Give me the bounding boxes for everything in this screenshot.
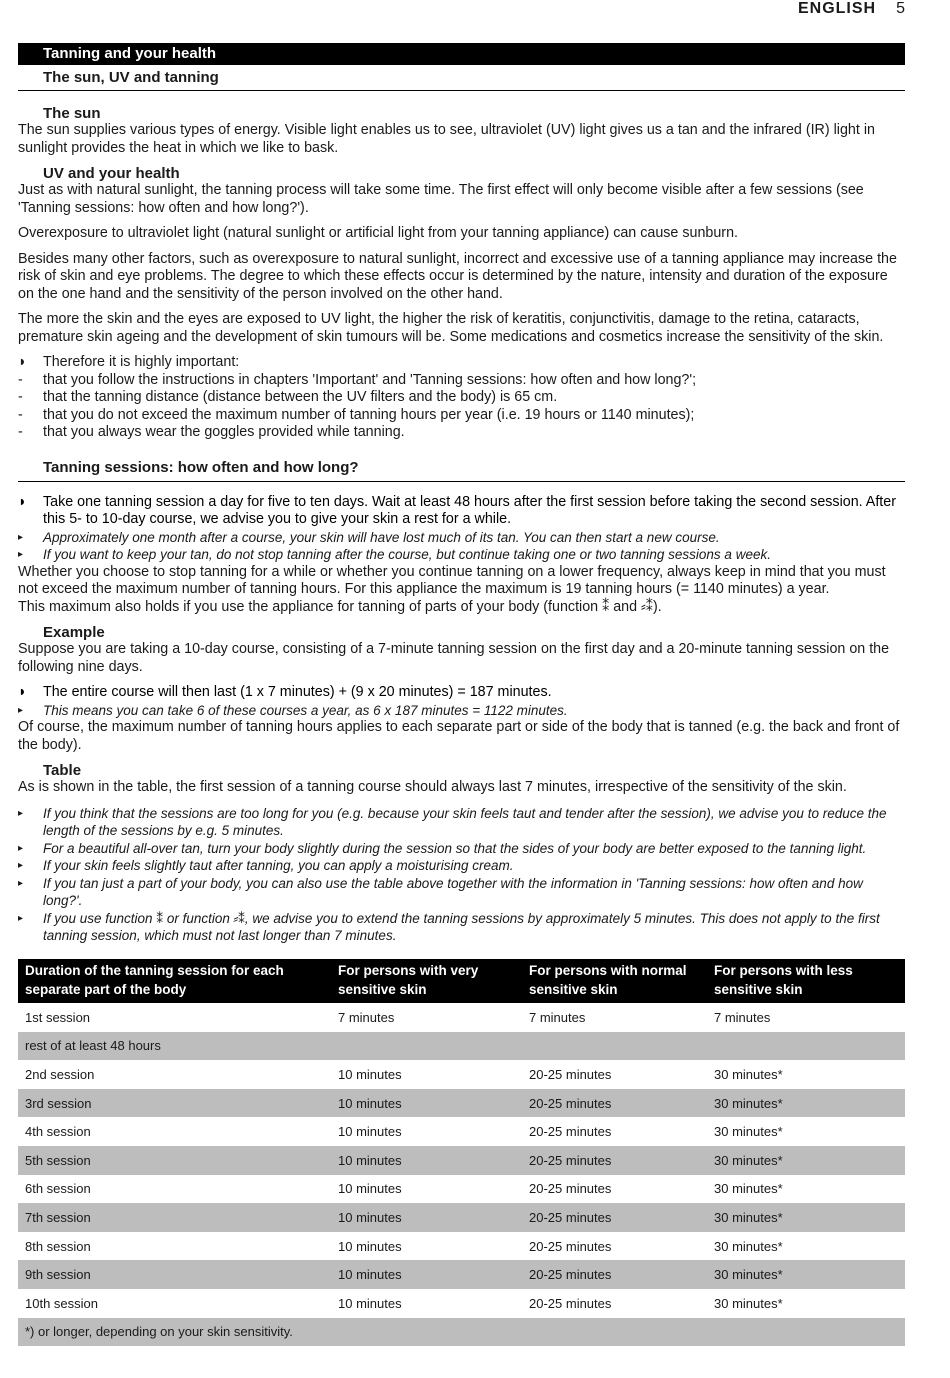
tip-item [18, 529, 905, 547]
tip-arrow-icon: ▸ [18, 807, 24, 819]
paragraph-uv-2: Overexposure to ultraviolet light (natural sunlight or artificial light from your tanning appliance) can cause sunburn. [18, 225, 738, 241]
table-cell: 30 minutes* [714, 1181, 783, 1197]
list-item [18, 389, 905, 407]
tip-text: If you want to keep your tan, do not stop tanning after the course, but continue taking one or two tanning sessions a week. [43, 547, 771, 562]
list-item-text: that you follow the instructions in chapters 'Important' and 'Tanning sessions: how often and how long?'; [43, 371, 697, 388]
table-cell: 7th session [18, 1203, 331, 1232]
table-cell: 20-25 minutes [529, 1238, 612, 1254]
table-cell: 30 minutes* [707, 1146, 905, 1175]
tip-text: If you think that the sessions are too long for you (e.g. because your skin feels taut and tender after the session), we advise you to reduce the length of the sessions by e.g. 5 minutes. [43, 805, 887, 838]
content-column [18, 67, 905, 945]
tip-item [18, 805, 905, 840]
tip-text: If you use function ⁑ or function ⸗⁑, we advise you to extend the tanning sessions by approximately 5 minutes. This does not apply to the first tanning session, which must not last longer than 7 minutes. [43, 910, 880, 943]
tip-item [18, 546, 905, 564]
table-cell: 4th session [25, 1124, 91, 1140]
paragraph-example: Suppose you are taking a 10-day course, consisting of a 7-minute tanning session on the first day and a 20-minute tanning session on the following nine days. [18, 641, 890, 675]
table-row [18, 1232, 905, 1261]
table-cell: 10 minutes [338, 1238, 402, 1254]
table-cell: 10 minutes [338, 1066, 402, 1082]
table-row [18, 1089, 905, 1118]
table-cell: 10 minutes [338, 1124, 402, 1140]
table-footnote-row [18, 1318, 905, 1347]
tip-text: For a beautiful all-over tan, turn your body slightly during the session so that the sides of your body are better exposed to the tanning light. [43, 840, 867, 856]
table-row [18, 1203, 905, 1232]
subheading-uv-health: UV and your health [43, 165, 180, 182]
paragraph-sessions-1: Whether you choose to stop tanning for a while or whether you continue tanning on a lower frequency, always keep in mind that you must not exceed the maximum number of tanning hours. For this appliance the maximum is 19 tanning hours (= 1140 minutes) a year. [18, 563, 886, 597]
bullet-marker-icon: ◗ [18, 354, 27, 370]
page-number: 5 [896, 0, 905, 17]
table-row [18, 1175, 905, 1204]
bullet-marker-icon: ◗ [18, 684, 27, 700]
table-cell: 30 minutes* [714, 1238, 783, 1254]
table-cell: 7 minutes [338, 1009, 395, 1025]
table-cell: 10 minutes [331, 1203, 522, 1232]
list-item [18, 424, 905, 442]
table-cell: 30 minutes* [714, 1124, 783, 1140]
tip-item [18, 857, 905, 875]
paragraph-example-note: Of course, the maximum number of tanning hours applies to each separate part or side of the body that is tanned (e.g. the back and front of the body). [18, 719, 900, 753]
running-head [798, 0, 905, 20]
table-cell: 10 minutes [331, 1089, 522, 1118]
column-header: Duration of the tanning session for each separate part of the body [18, 959, 331, 1003]
paragraph-sessions-2: This maximum also holds if you use the appliance for tanning of parts of your body (function ⁑ and ⸗⁑). [18, 598, 662, 615]
list-item [18, 372, 905, 390]
table-cell: 20-25 minutes [529, 1295, 612, 1311]
table-cell: 30 minutes* [714, 1066, 783, 1082]
table-cell: 20-25 minutes [529, 1124, 612, 1140]
table-cell: 2nd session [25, 1066, 95, 1082]
tip-arrow-icon: ▸ [18, 549, 24, 560]
column-header: For persons with less sensitive skin [707, 959, 905, 1003]
table-row [18, 1146, 905, 1175]
subheading-the-sun: The sun [43, 105, 101, 122]
tip-item [18, 910, 905, 945]
tip-text: If you tan just a part of your body, you can also use the table above together with the information in 'Tanning sessions: how often and how long?'. [43, 875, 863, 908]
list-item-text: that the tanning distance (distance between the UV filters and the body) is 65 cm. [43, 389, 558, 405]
table-cell: 30 minutes* [707, 1203, 905, 1232]
tip-arrow-icon: ▸ [18, 912, 24, 924]
subheading-table: Table [43, 762, 82, 779]
important-lead-text: Therefore it is highly important: [43, 354, 240, 370]
table-row [18, 1289, 905, 1318]
table-cell: 10 minutes [338, 1295, 402, 1311]
column-header: For persons with normal sensitive skin [522, 959, 707, 1003]
dash-marker: - [18, 424, 23, 440]
table-cell: 10 minutes [331, 1146, 522, 1175]
table-cell: 8th session [25, 1238, 91, 1254]
main-instruction [18, 494, 905, 529]
table-cell: 1st session [25, 1009, 91, 1025]
table-cell: 10 minutes [331, 1260, 522, 1289]
table-cell: 30 minutes* [714, 1295, 783, 1311]
list-item-text: that you always wear the goggles provided while tanning. [43, 424, 405, 440]
list-item [18, 407, 905, 425]
language-label: ENGLISH [797, 0, 877, 17]
table-cell: 10th session [25, 1295, 98, 1311]
tip-arrow-icon: ▸ [18, 842, 24, 854]
section-title-sessions: Tanning sessions: how often and how long? [18, 458, 905, 482]
table-header-row [18, 959, 905, 1003]
tanning-schedule-table [18, 959, 905, 1346]
example-calc [18, 684, 905, 702]
table-cell: 7 minutes [529, 1009, 586, 1025]
table-footnote: *) or longer, depending on your skin sensitivity. [18, 1318, 905, 1347]
tip-arrow-icon: ▸ [18, 860, 24, 871]
table-cell: 20-25 minutes [522, 1203, 707, 1232]
table-cell: 20-25 minutes [529, 1066, 612, 1082]
table-cell: 20-25 minutes [522, 1089, 707, 1118]
table-cell: 3rd session [18, 1089, 331, 1118]
bullet-marker-icon: ◗ [18, 493, 27, 510]
table-row [18, 1117, 905, 1146]
paragraph-table: As is shown in the table, the first session of a tanning course should always last 7 minutes, irrespective of the sensitivity of the skin. [18, 779, 847, 795]
dash-marker: - [18, 371, 23, 388]
table-cell: 20-25 minutes [529, 1181, 612, 1197]
tip-arrow-icon: ▸ [18, 704, 24, 716]
table-row [18, 1060, 905, 1089]
table-cell: 7 minutes [714, 1009, 771, 1025]
dash-marker: - [18, 389, 23, 405]
paragraph-the-sun: The sun supplies various types of energy. Visible light enables us to see, ultraviolet (UV) light gives us a tan and the infrared (IR) light in sunlight provides the heat in which we like to bask. [18, 122, 875, 156]
table-row [18, 1260, 905, 1289]
tip-item [18, 875, 905, 910]
table-cell: 9th session [18, 1260, 331, 1289]
table-row [18, 1003, 905, 1032]
table-cell: rest of at least 48 hours [18, 1032, 905, 1061]
example-calc-text: The entire course will then last (1 x 7 minutes) + (9 x 20 minutes) = 187 minutes. [43, 684, 552, 700]
list-item-text: that you do not exceed the maximum number of tanning hours per year (i.e. 19 hours or 1140 minutes); [43, 406, 695, 423]
table-cell: 6th session [25, 1181, 91, 1197]
paragraph-uv-4: The more the skin and the eyes are exposed to UV light, the higher the risk of keratitis, conjunctivitis, damage to the retina, cataracts, premature skin ageing and the development of skin tumours will be. Some medications and cosmetics increase the sensitivity of the skin. [18, 311, 884, 345]
important-lead [18, 354, 905, 372]
tip-item [18, 702, 905, 720]
subheading-example: Example [43, 624, 105, 641]
table-cell: 30 minutes* [707, 1260, 905, 1289]
paragraph-uv-1: Just as with natural sunlight, the tanning process will take some time. The first effect will only become visible after a few sessions (see 'Tanning sessions: how often and how long?'). [18, 182, 864, 216]
tip-arrow-icon: ▸ [18, 531, 24, 543]
table-cell: 5th session [18, 1146, 331, 1175]
tip-text: If your skin feels slightly taut after tanning, you can apply a moisturising cream. [43, 858, 514, 873]
table-cell: 10 minutes [338, 1181, 402, 1197]
section-title-sun-uv: The sun, UV and tanning [18, 67, 905, 91]
tip-text: Approximately one month after a course, your skin will have lost much of its tan. You can then start a new course. [43, 529, 720, 545]
table-body [18, 1003, 905, 1346]
paragraph-uv-3: Besides many other factors, such as overexposure to natural sunlight, incorrect and excessive use of a tanning appliance may increase the risk of skin and eye problems. The degree to which these effects occur is determined by the nature, intensity and duration of the exposure on the one hand and the sensitivity of the person involved on the other hand. [18, 250, 897, 302]
tip-text: This means you can take 6 of these courses a year, as 6 x 187 minutes = 1122 minutes. [43, 702, 568, 718]
dash-marker: - [18, 406, 23, 423]
table-cell: 30 minutes* [707, 1089, 905, 1118]
chapter-title: Tanning and your health [18, 43, 905, 65]
column-header: For persons with very sensitive skin [331, 959, 522, 1003]
table-row [18, 1032, 905, 1061]
tip-item [18, 840, 905, 858]
tip-arrow-icon: ▸ [18, 877, 24, 889]
table-cell: 20-25 minutes [522, 1146, 707, 1175]
main-instruction-text: Take one tanning session a day for five to ten days. Wait at least 48 hours after the first session before taking the second session. After this 5- to 10-day course, we advise you to give your skin a rest for a while. [43, 493, 896, 527]
table-cell: 20-25 minutes [522, 1260, 707, 1289]
